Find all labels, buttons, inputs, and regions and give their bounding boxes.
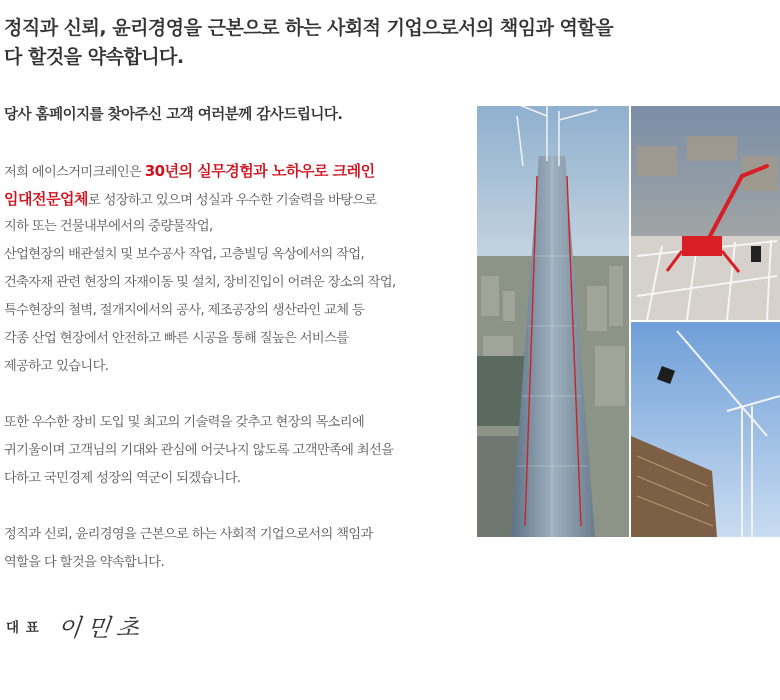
signature-name: 이민초 <box>56 614 147 642</box>
para2-line: 또한 우수한 장비 도입 및 최고의 기술력을 갖추고 현장의 목소리에 <box>4 415 365 430</box>
body-line: 지하 또는 건물내부에서의 중량물작업, <box>4 219 213 234</box>
photo-tower <box>477 106 629 537</box>
photo-tower-crane <box>631 322 780 537</box>
paragraph-gap <box>4 381 474 409</box>
highlight-experience: 30년의 실무경험과 노하우로 크레인 <box>144 162 375 180</box>
intro-suffix: 로 성장하고 있으며 성실과 우수한 기술력을 바탕으로 <box>87 193 377 208</box>
body-line: 특수현장의 철벽, 절개지에서의 공사, 제조공장의 생산라인 교체 등 <box>4 303 365 318</box>
intro-line-1 <box>4 157 474 185</box>
signature-label: 대 표 <box>6 619 40 636</box>
body-line: 건축자재 관련 현장의 자재이동 및 설치, 장비진입이 어려운 장소의 작업, <box>4 275 396 290</box>
paragraph-gap <box>4 493 474 521</box>
para2-line: 귀기울이며 고객님의 기대와 관심에 어긋나지 않도록 고객만족에 최선을 <box>4 443 394 458</box>
headline-line-2: 다 할것을 약속합니다. <box>4 46 184 68</box>
para2-line: 다하고 국민경제 성장의 역군이 되겠습니다. <box>4 471 241 486</box>
body-line: 산업현장의 배관설치 및 보수공사 작업, 고층빌딩 옥상에서의 작업, <box>4 247 365 262</box>
highlight-rental: 임대전문업체 <box>4 190 88 208</box>
intro-prefix: 저희 에이스거미크레인은 <box>4 165 145 180</box>
body-text <box>4 157 474 577</box>
headline <box>4 14 644 72</box>
headline-line-1: 정직과 신뢰, 윤리경영을 근본으로 하는 사회적 기업으로서의 책임과 역할을 <box>4 17 614 39</box>
para3-line: 역할을 다 할것을 약속합니다. <box>4 555 165 570</box>
body-line: 제공하고 있습니다. <box>4 359 109 374</box>
intro-line-2 <box>4 185 474 213</box>
greeting: 당사 홈페이지를 찾아주신 고객 여러분께 감사드립니다. <box>4 107 343 123</box>
photo-spider-crane-rooftop <box>631 106 780 320</box>
para3-line: 정직과 신뢰, 윤리경영을 근본으로 하는 사회적 기업으로서의 책임과 <box>4 527 373 542</box>
crane-photo-collage <box>477 106 780 537</box>
signature <box>6 608 145 643</box>
collage-svg <box>477 106 780 537</box>
body-line: 각종 산업 현장에서 안전하고 빠른 시공을 통해 질높은 서비스를 <box>4 331 349 346</box>
